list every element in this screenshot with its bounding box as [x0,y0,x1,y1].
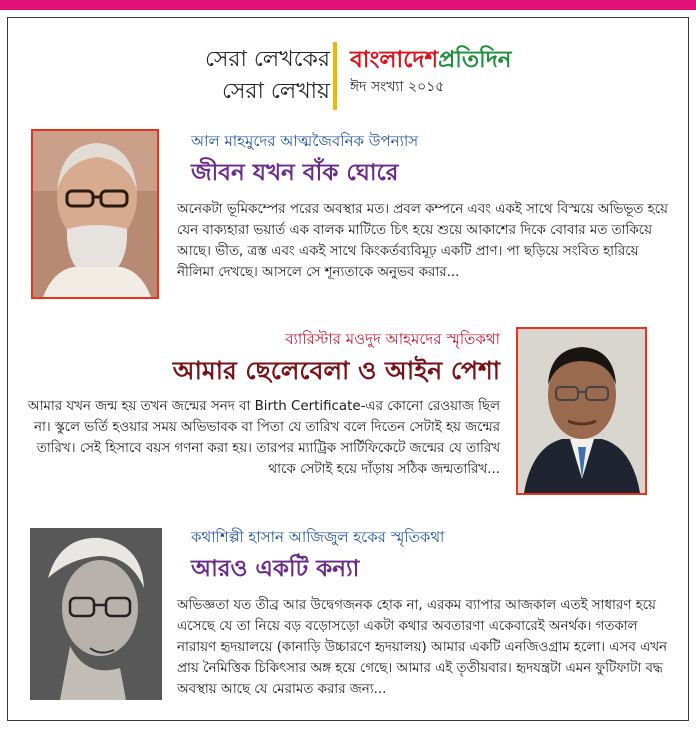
author-photo-2 [516,327,647,495]
author-photo-3 [30,528,162,700]
brand-part-1: বাংলাদেশ [350,47,439,73]
article-3-title: আরও একটি কন্যা [191,556,360,582]
tagline [205,44,330,108]
portrait-image [30,528,162,700]
tagline-line-2: সেরা লেখায় [221,79,330,104]
article-2-title: আমার ছেলেবেলা ও আইন পেশা [172,356,500,385]
masthead-brand-block [350,44,512,98]
top-accent-bar [0,0,696,10]
brand-part-2: প্রতিদিন [438,47,512,73]
tagline-line-1: সেরা লেখকের [204,47,330,72]
article-1-kicker: আল মাহমুদের আত্মজৈবনিক উপন্যাস [191,132,419,150]
masthead-divider [333,42,337,110]
article-3-body: অভিজ্ঞতা যত তীব্র আর উদ্বেগজনক হোক না, এরকম ব্যাপার আজকাল এতই সাধারণ হয়ে এসেছে যে তা নিয়ে বড় বড়োসড়ো একটা কথার অবতারণা একেবারেই অনর্থক। গতকাল নারায়ণ হৃদয়ালয়ে (কানাড়ি উচ্চারণে হৃদয়ালয়) আমার একটি এনজিওগ্রাম হলো। এসব এখন প্রায় নৈমিত্তিক চিকিৎসার অঙ্গ হয়ে গেছে। আমার এই তৃতীয়বার। হৃদযন্ত্রটা এমন ফুটিফাটা বদ্ধ অবস্থায় আছে যে মেরামত করার জন্য... [177,598,667,697]
brand-logo [350,44,512,76]
portrait-image [518,329,645,493]
issue-label: ঈদ সংখ্যা ২০১৫ [350,79,445,95]
article-1-body: অনেকটা ভূমিকম্পের পরের অবস্থার মত। প্রবল কম্পনে এবং একই সাথে বিস্ময়ে অভিভূত হয়ে যেন বাক্যহারা ভয়ার্ত এক বালক মাটিতে চিৎ হয়ে শুয়ে আকাশের দিকে বোবার মত তাকিয়ে আছে। ভীত, ত্রস্ত এবং একই সাথে কিংকর্তব্যবিমূঢ় একটি প্রাণ। পা ছড়িয়ে সংবিত হারিয়ে নীলিমা দেখছে। আসলে সে শূন্যতাকে অনুভব করার... [177,202,668,280]
portrait-image [33,131,157,297]
article-1-title: জীবন যখন বাঁক ঘোরে [191,160,399,186]
article-2-body: আমার যখন জন্ম হয় তখন জন্মের সনদ বা Birth Certificate-এর কোনো রেওয়াজ ছিল না। স্কুলে ভর্তি হওয়ার সময় অভিভাবক বা পিতা যে তারিখ বলে দিতেন সেটাই হয় জন্মের তারিখ। সেই হিসাবে বয়স গণনা করা হয়। তারপর ম্যাট্রিক সার্টিফিকেটে জন্মের যে তারিখ থাকে সেটাই হয়ে দাঁড়ায় সঠিক জন্মতারিখ... [27,399,500,477]
author-photo-1 [31,129,159,299]
article-3-kicker: কথাশিল্পী হাসান আজিজুল হকের স্মৃতিকথা [191,528,445,546]
article-2-kicker: ব্যারিস্টার মওদুদ আহমদের স্মৃতিকথা [285,330,500,348]
